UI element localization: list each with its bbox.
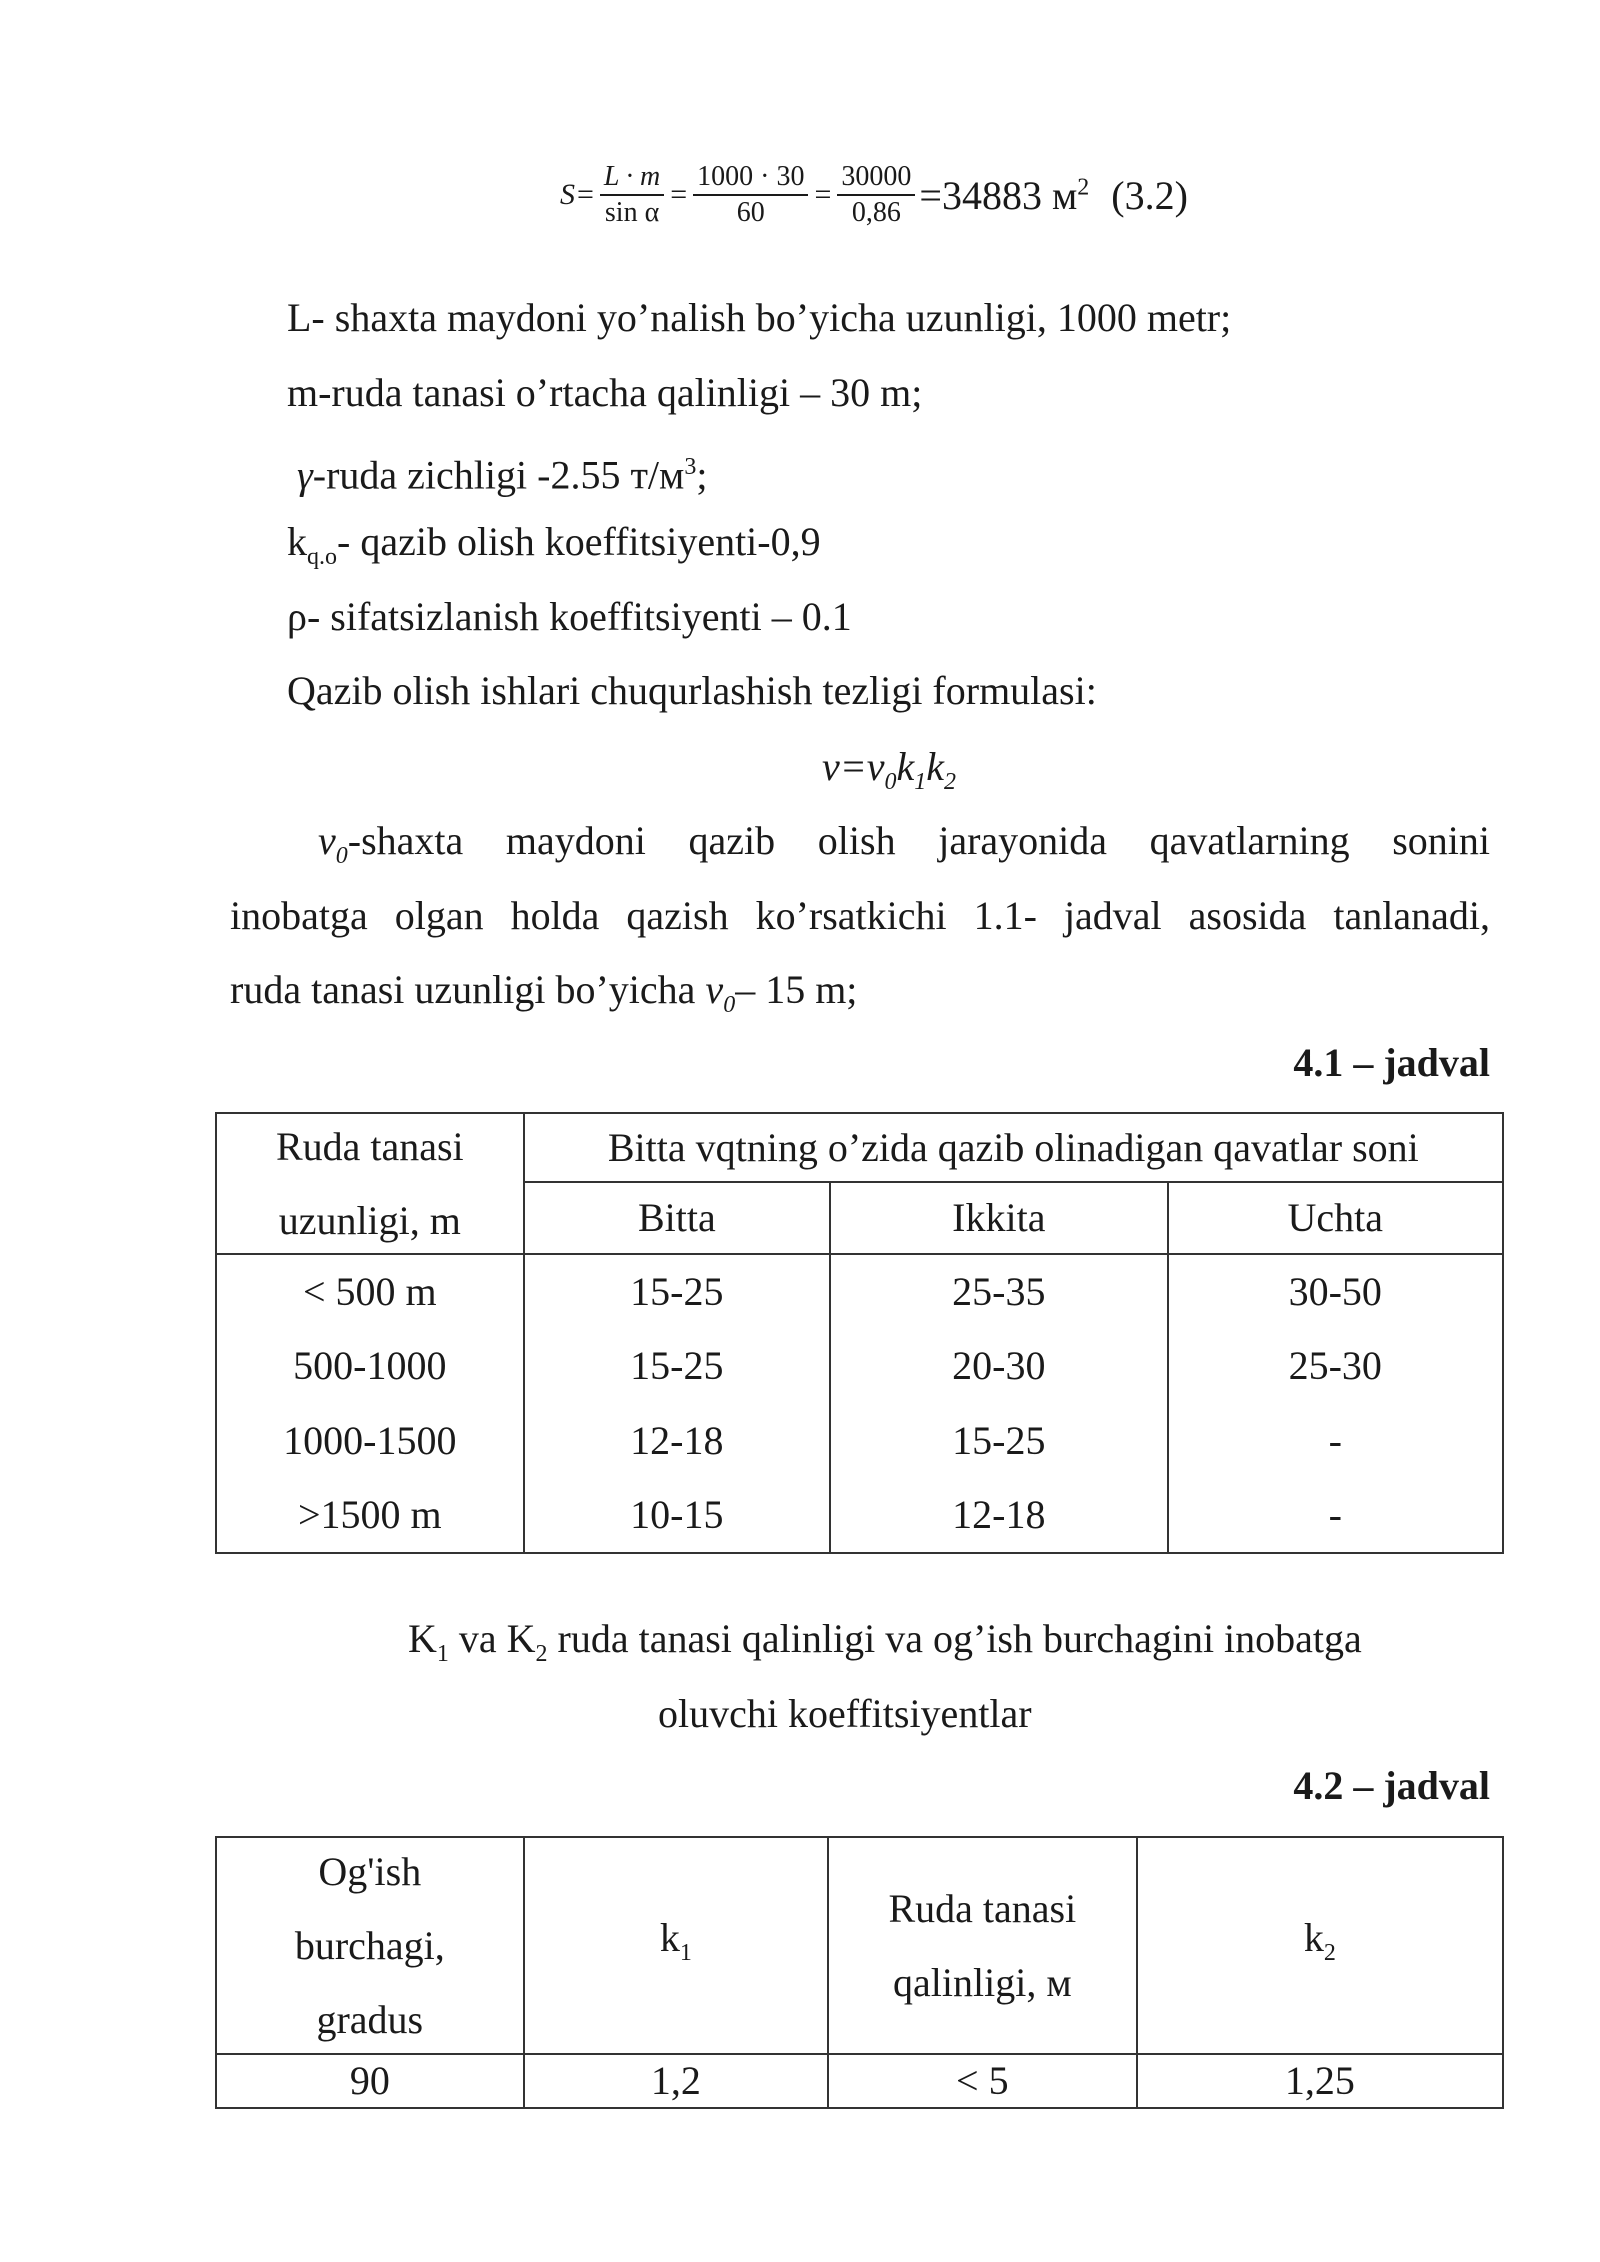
table-row: < 500 m 15-25 25-35 30-50 <box>216 1254 1503 1329</box>
formula-result: =34883 $м^2$ <box>919 172 1090 218</box>
table2-header-k2: $k_2$ <box>1137 1837 1503 2054</box>
table-row: >1500 m 10-15 12-18 - <box>216 1478 1503 1553</box>
definition-rho: ρ- sifatsizlanish koeffitsiyenti – 0.1 <box>287 594 852 639</box>
table1-header-length: Ruda tanasi uzunligi, m <box>216 1113 524 1254</box>
table2-caption: 4.2 – jadval <box>1293 1763 1490 1808</box>
formula-intro: Qazib olish ishlari chuqurlashish tezligi formulasi: <box>287 668 1097 713</box>
table-4-1 <box>215 1112 1504 1554</box>
fraction-2: $\frac{1000 \cdot 30}{60}$ <box>693 160 808 230</box>
table-4-2 <box>215 1836 1504 2109</box>
table2-header-angle: Og'ish burchagi, gradus <box>216 1837 524 2054</box>
table1-header-group: Bitta vqtning o’zida qazib olinadigan qavatlar soni <box>524 1113 1503 1182</box>
table2-header-thickness: Ruda tanasi qalinligi, м <box>828 1837 1137 2054</box>
fraction-1: $\frac{L \cdot m}{\text{sin α}}$ <box>600 160 664 230</box>
table-row: 1000-1500 12-18 15-25 - <box>216 1403 1503 1478</box>
paragraph-line-2: inobatga olgan holda qazish ko’rsatkichi 1.1- jadval asosida tanlanadi, <box>230 893 1490 938</box>
definition-k: $k_{q.o}-$ qazib olish koeffitsiyenti-0,9 <box>287 519 821 570</box>
table-row: 90 1,2 < 5 1,25 <box>216 2054 1503 2108</box>
k-heading-line-1: $K_1$ va $K_2$ ruda tanasi qalinligi va og’ish burchagini inobatga <box>408 1616 1362 1667</box>
paragraph-line-3: ruda tanasi uzunligi bo’yicha $v_0-$ 15 m; <box>230 967 858 1018</box>
formula-lhs: S <box>560 178 575 211</box>
definition-gamma: γ-ruda zichligi -2.55 $т/м^3$; <box>297 452 708 498</box>
table1-col-header: Uchta <box>1168 1182 1503 1254</box>
formula-number: (3.2) <box>1111 172 1188 218</box>
speed-formula: $v=v_0k_1k_2$ <box>822 744 957 795</box>
k-heading-line-2: oluvchi koeffitsiyentlar <box>658 1691 1032 1736</box>
table1-col-header: Bitta <box>524 1182 830 1254</box>
definition-m: m-ruda tanasi o’rtacha qalinligi – 30 m; <box>287 370 923 415</box>
table1-col-header: Ikkita <box>830 1182 1167 1254</box>
table-row: 500-1000 15-25 20-30 25-30 <box>216 1329 1503 1403</box>
area-formula: S = $\frac{L \cdot m}{\text{sin α}}$ = $\frac{1000 \cdot 30}{60}$ = $\frac{30000}{0,86}$ =34883 $м^2$ (3.2) <box>560 161 1188 228</box>
paragraph-line-1: $v_0$-shaxta maydoni qazib olish jarayonida qavatlarning sonini <box>318 818 1490 869</box>
table2-header-k1: $k_1$ <box>524 1837 828 2054</box>
table1-caption: 4.1 – jadval <box>1293 1040 1490 1085</box>
definition-L: L- shaxta maydoni yo’nalish bo’yicha uzunligi, 1000 metr; <box>287 295 1232 340</box>
fraction-3: $\frac{30000}{0,86}$ <box>837 160 915 230</box>
